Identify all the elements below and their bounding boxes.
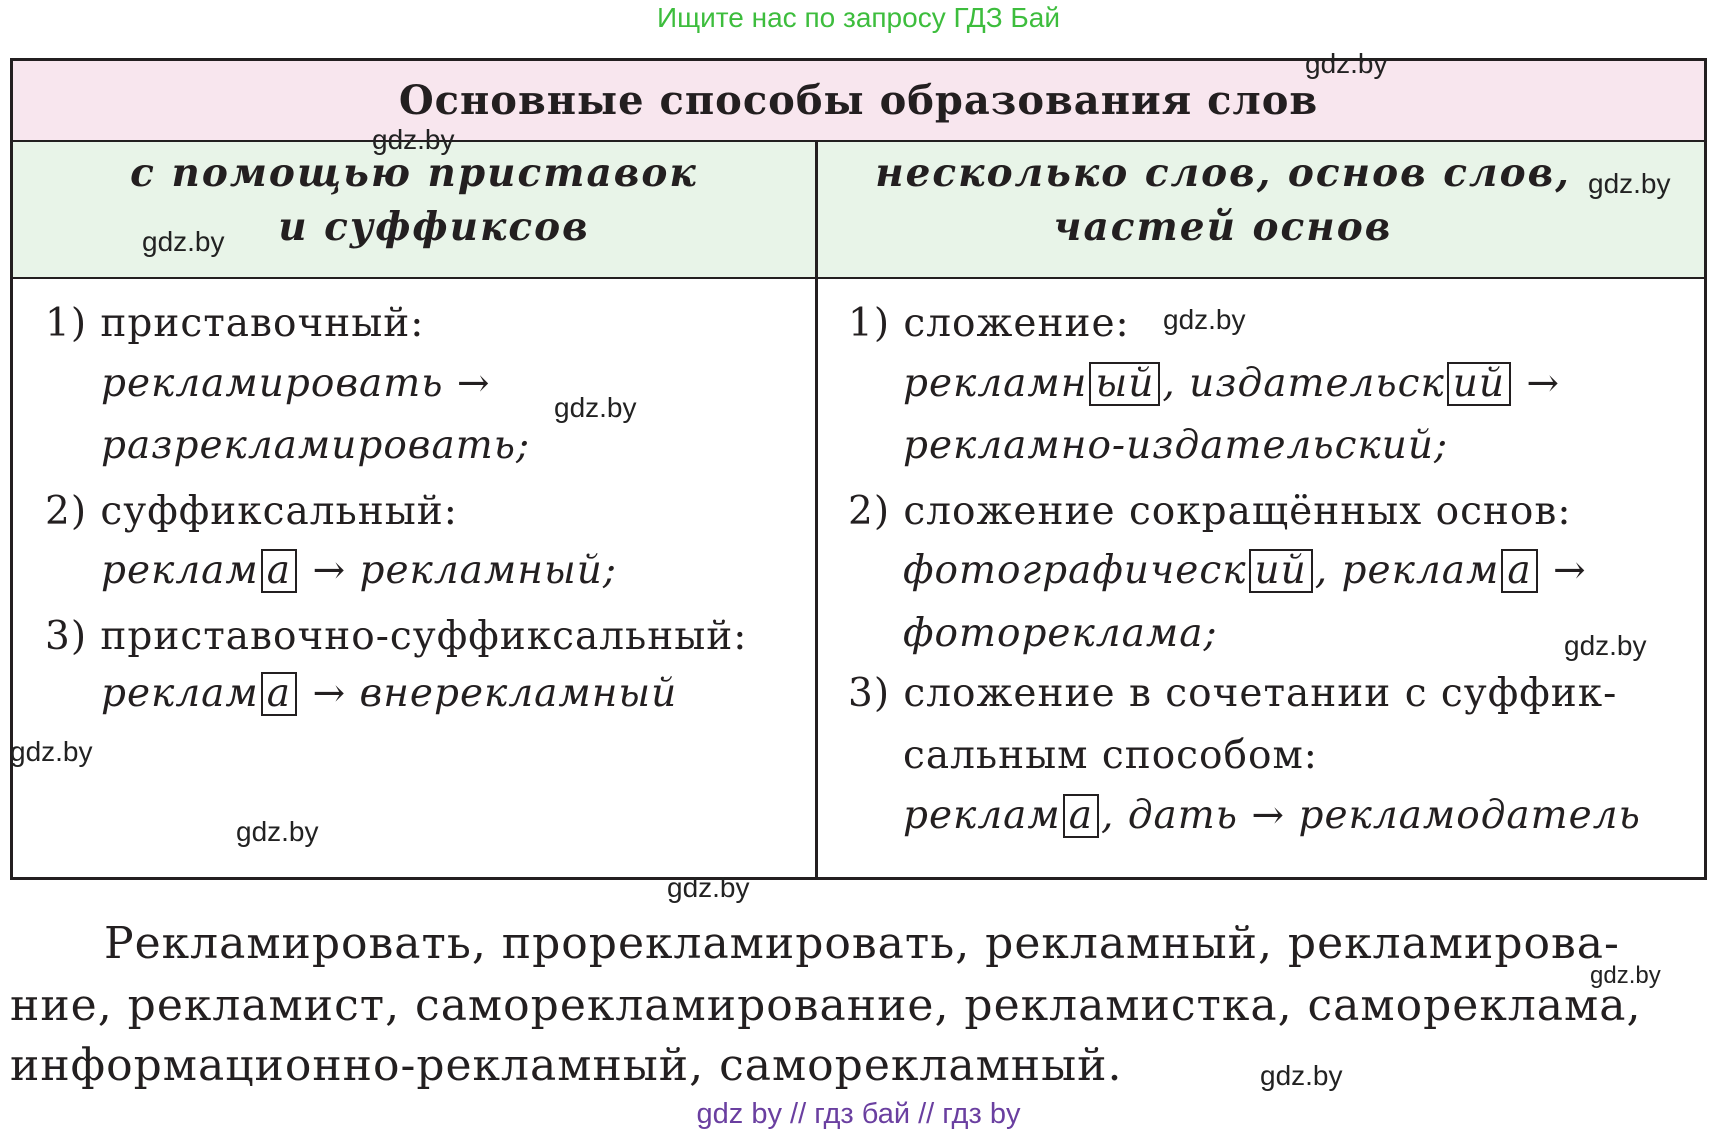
watermark: gdz.by — [667, 872, 750, 903]
compound-example-word2: , издательск — [1162, 361, 1445, 406]
watermark: gdz.by — [142, 226, 225, 257]
watermark: gdz.by — [1305, 48, 1388, 79]
search-hint: Ищите нас по запросу ГДЗ Бай — [656, 2, 1061, 33]
suffix-example — [101, 548, 617, 593]
suffix-example-ending: а — [261, 549, 297, 593]
watermark: gdz.by — [1260, 1060, 1343, 1091]
compound-example — [903, 361, 1560, 406]
paragraph-line-1: Рекламировать, прорекламировать, рекламный, рекламирова- — [104, 918, 1620, 969]
prefix-suffix-method-label: 3) приставочно-суффиксальный: — [45, 614, 748, 659]
prefix-suffix-example-result: → внерекламный — [312, 671, 678, 716]
abbreviation-method-label: 2) сложение сокращённых основ: — [848, 489, 1572, 534]
watermark: gdz.by — [1588, 168, 1671, 199]
compound-suffix-method-label-line1: 3) сложение в сочетании с суффик- — [848, 671, 1618, 716]
column-header-affixes-line2: и суффиксов — [278, 204, 590, 250]
column-header-affixes — [13, 146, 815, 254]
table-title-row — [13, 61, 1704, 142]
watermark: gdz.by — [1163, 304, 1246, 335]
paragraph-line-3: информационно-рекламный, саморекламный. — [10, 1040, 1123, 1091]
compound-example-ending2: ий — [1447, 362, 1511, 406]
column-header-compounds — [818, 146, 1628, 254]
compound-example-ending1: ый — [1089, 362, 1160, 406]
suffix-example-stem: реклам — [101, 548, 259, 593]
watermark: gdz.by — [1564, 630, 1647, 661]
abbreviation-example — [903, 548, 1587, 593]
watermark: gdz.by — [10, 736, 93, 767]
prefix-suffix-example-stem: реклам — [101, 671, 259, 716]
watermark: gdz.by — [554, 392, 637, 423]
abbreviation-example-word2: , реклам — [1314, 548, 1500, 593]
table-title: Основные способы образования слов — [398, 77, 1319, 124]
prefix-suffix-example — [101, 671, 677, 716]
column-header-compounds-line2: частей основ — [1053, 204, 1393, 250]
abbreviation-example-ending1: ий — [1249, 549, 1313, 593]
abbreviation-example-ending2: а — [1501, 549, 1537, 593]
word-formation-table — [10, 58, 1707, 880]
abbreviation-example-word1: фотографическ — [903, 548, 1247, 593]
abbreviation-example-arrow: → — [1553, 548, 1587, 593]
abbreviation-example-result: фотореклама; — [903, 611, 1218, 656]
compound-suffix-example-stem: реклам — [903, 793, 1061, 838]
paragraph-line-2: ние, рекламист, саморекламирование, рекламистка, самореклама, — [10, 980, 1642, 1031]
prefix-example-result: разрекламировать; — [101, 423, 531, 468]
compound-suffix-example-result: , дать → рекламодатель — [1101, 793, 1641, 838]
suffix-method-label: 2) суффиксальный: — [45, 489, 458, 534]
watermark: gdz.by — [1590, 962, 1661, 989]
footer-links: gdz by // гдз бай // гдз by — [696, 1098, 1021, 1130]
prefix-method-label: 1) приставочный: — [45, 301, 425, 346]
compound-method-label: 1) сложение: — [848, 301, 1130, 346]
watermark: gdz.by — [372, 124, 455, 155]
prefix-suffix-example-ending: а — [261, 672, 297, 716]
compound-suffix-example — [903, 793, 1641, 838]
compound-suffix-example-ending: а — [1063, 794, 1099, 838]
compound-example-result: рекламно-издательский; — [903, 423, 1449, 468]
prefix-example-source: рекламировать → — [101, 361, 491, 406]
compound-example-word1: рекламн — [903, 361, 1088, 406]
compound-example-arrow: → — [1526, 361, 1561, 406]
suffix-example-result: → рекламный; — [312, 548, 617, 593]
column-header-compounds-line1: несколько слов, основ слов, — [875, 150, 1571, 196]
compound-suffix-method-label-line2: сальным способом: — [903, 733, 1318, 778]
watermark: gdz.by — [236, 816, 319, 847]
column-header-affixes-line1: с помощью приставок — [130, 150, 698, 196]
